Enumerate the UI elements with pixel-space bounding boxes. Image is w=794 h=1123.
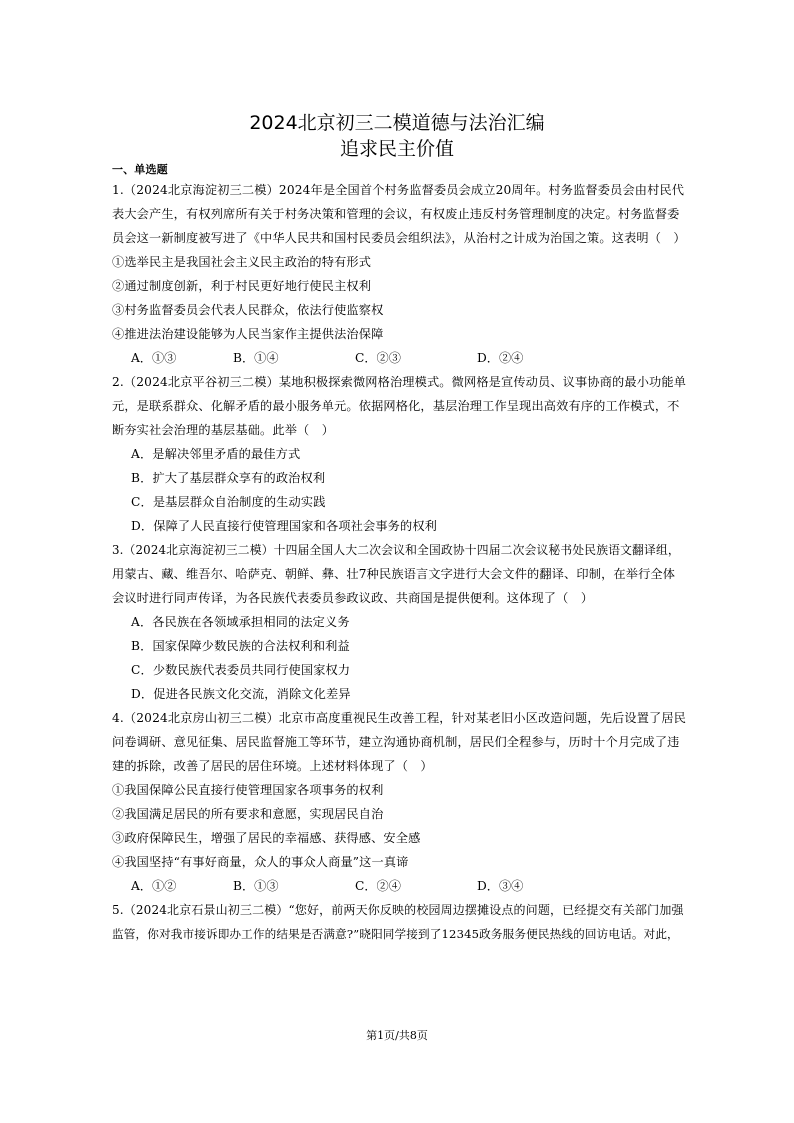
- option-b: B．①③: [233, 879, 279, 893]
- question-text-line: 5.（2024北京石景山初三二模）“您好，前两天你反映的校园周边摆摊设点的问题，已经提交有关部门加强: [112, 903, 684, 917]
- statement-line: ③村务监督委员会代表人民群众，依法行使监察权: [112, 303, 384, 317]
- question-text-line: 断夯实社会治理的基层基础。此举（ ）: [112, 423, 335, 437]
- option-d: D．促进各民族文化交流，消除文化差异: [131, 687, 351, 701]
- question-text-line: 表大会产生，有权列席所有关于村务决策和管理的会议，有权废止违反村务管理制度的决定。村务监督委: [112, 207, 680, 221]
- question-text-line: 4.（2024北京房山初三二模）北京市高度重视民生改善工程，针对某老旧小区改造问题，先后设置了居民: [112, 711, 687, 725]
- option-c: C．是基层群众自治制度的生动实践: [131, 495, 326, 509]
- statement-line: ②通过制度创新，利于村民更好地行使民主权利: [112, 279, 372, 293]
- question-text-line: 元，是联系群众、化解矛盾的最小服务单元。依据网格化，基层治理工作呈现出高效有序的工作模式，不: [112, 399, 680, 413]
- option-a: A．①②: [131, 879, 177, 893]
- question-text-line: 会议时进行同声传译，为各民族代表委员参政议政、共商国是提供便利。这体现了（ ）: [112, 591, 594, 605]
- page-number: 第1页/共8页: [366, 1029, 428, 1042]
- document-title: 2024北京初三二模道德与法治汇编: [249, 112, 545, 134]
- question-text-line: 监管，你对我市接诉即办工作的结果是否满意?”晓阳同学接到了12345政务服务便民热线的回访电话。对此，: [112, 927, 679, 941]
- statement-line: ③政府保障民生，增强了居民的幸福感、获得感、安全感: [112, 831, 421, 845]
- statement-line: ④我国坚持“有事好商量，众人的事众人商量”这一真谛: [112, 855, 409, 869]
- statement-line: ④推进法治建设能够为人民当家作主提供法治保障: [112, 327, 384, 341]
- option-a: A．各民族在各领域承担相同的法定义务: [131, 615, 350, 629]
- question-text-line: 建的拆除，改善了居民的居住环境。上述材料体现了（ ）: [112, 759, 433, 773]
- question-text-line: 员会这一新制度被写进了《中华人民共和国村民委员会组织法》，从治村之计成为治国之策。这表明（ ）: [112, 231, 686, 245]
- statement-line: ②我国满足居民的所有要求和意愿，实现居民自治: [112, 807, 384, 821]
- option-c: C．②③: [355, 351, 401, 365]
- option-d: D．③④: [477, 879, 524, 893]
- section-heading: 一、单选题: [112, 163, 168, 176]
- question-text-line: 问卷调研、意见征集、居民监督施工等环节，建立沟通协商机制，居民们全程参与，历时十个月完成了违: [112, 735, 680, 749]
- option-d: D．保障了人民直接行使管理国家和各项社会事务的权利: [131, 519, 438, 533]
- statement-line: ①我国保障公民直接行使管理国家各项事务的权利: [112, 783, 384, 797]
- document-subtitle: 追求民主价值: [339, 138, 454, 160]
- question-text-line: 用蒙古、藏、维吾尔、哈萨克、朝鲜、彝、壮7种民族语言文字进行大会文件的翻译、印制，在举行全体: [112, 567, 676, 581]
- question-text-line: 2.（2024北京平谷初三二模）某地积极探索微网格治理模式。微网格是宣传动员、议事协商的最小功能单: [112, 375, 687, 389]
- option-b: B．①④: [233, 351, 279, 365]
- statement-line: ①选举民主是我国社会主义民主政治的特有形式: [112, 255, 372, 269]
- option-b: B．国家保障少数民族的合法权利和利益: [131, 639, 350, 653]
- option-c: C．②④: [355, 879, 401, 893]
- option-c: C．少数民族代表委员共同行使国家权力: [131, 663, 351, 677]
- option-a: A．①③: [131, 351, 177, 365]
- option-a: A．是解决邻里矛盾的最佳方式: [131, 447, 301, 461]
- question-text-line: 1.（2024北京海淀初三二模）2024年是全国首个村务监督委员会成立20周年。村务监督委员会由村民代: [112, 183, 685, 197]
- question-text-line: 3.（2024北京海淀初三二模）十四届全国人大二次会议和全国政协十四届二次会议秘书处民族语文翻译组，: [112, 543, 680, 557]
- option-d: D．②④: [477, 351, 524, 365]
- option-b: B．扩大了基层群众享有的政治权利: [131, 471, 326, 485]
